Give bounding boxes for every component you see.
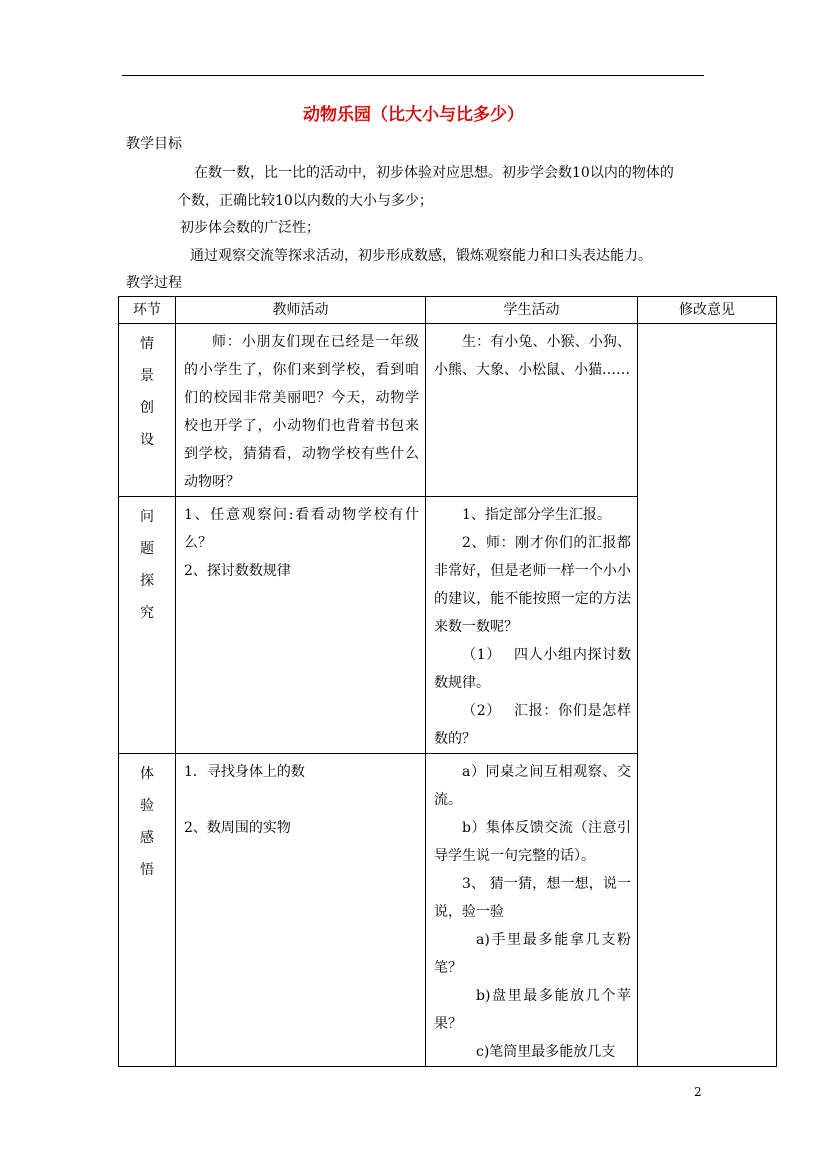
objective-line-4: 通过观察交流等探求活动，初步形成数感，锻炼观察能力和口头表达能力。 — [190, 248, 652, 264]
table-row — [119, 324, 777, 497]
header-teacher: 教师活动 — [176, 297, 426, 324]
lesson-table — [118, 296, 777, 1067]
stage-cell: 体 验 感 悟 — [119, 754, 176, 1067]
header-stage: 环节 — [119, 297, 176, 324]
process-heading: 教学过程 — [126, 275, 182, 291]
header-notes: 修改意见 — [638, 297, 777, 324]
document-title: 动物乐园（比大小与比多少） — [303, 105, 524, 125]
stage-cell: 问 题 探 究 — [119, 497, 176, 754]
objectives-heading: 教学目标 — [126, 136, 182, 152]
header-rule — [122, 75, 704, 76]
objective-line-1: 在数一数，比一比的活动中，初步体验对应思想。初步学会数10以内的物体的 — [194, 165, 674, 181]
header-student: 学生活动 — [426, 297, 638, 324]
table-header-row — [119, 297, 777, 324]
teacher-cell: 1．寻找身体上的数 2、数周围的实物 — [176, 754, 426, 1067]
teacher-cell: 师：小朋友们现在已经是一年级的小学生了，你们来到学校，看到咱们的校园非常美丽吧？今天，动物学校也开学了，小动物们也背着书包来到学校，猜猜看，动物学校有些什么动物呀？ — [176, 324, 426, 497]
notes-cell — [638, 324, 777, 1067]
stage-cell: 情 景 创 设 — [119, 324, 176, 497]
student-cell: 1、指定部分学生汇报。 2、师：刚才你们的汇报都非常好，但是老师一样一个小小的建议，能不能按照一定的方法来数一数呢？ （1） 四人小组内探讨数数规律。 （2） 汇报：你们是怎样数的？ — [426, 497, 638, 754]
objective-line-3: 初步体会数的广泛性； — [180, 220, 320, 236]
student-cell: a）同桌之间互相观察、交流。 b）集体反馈交流（注意引导学生说一句完整的话）。 3、 猜一猜，想一想，说一说，验一验 a)手里最多能拿几支粉笔？ b)盘里最多能放几个苹果？ c)笔筒里最多能放几支 — [426, 754, 638, 1067]
page-number: 2 — [694, 1085, 702, 1099]
student-cell: 生：有小兔、小猴、小狗、小熊、大象、小松鼠、小猫…… — [426, 324, 638, 497]
teacher-cell: 1、任意观察问:看看动物学校有什么？ 2、探讨数数规律 — [176, 497, 426, 754]
objective-line-2: 个数，正确比较10以内数的大小与多少； — [177, 193, 433, 209]
